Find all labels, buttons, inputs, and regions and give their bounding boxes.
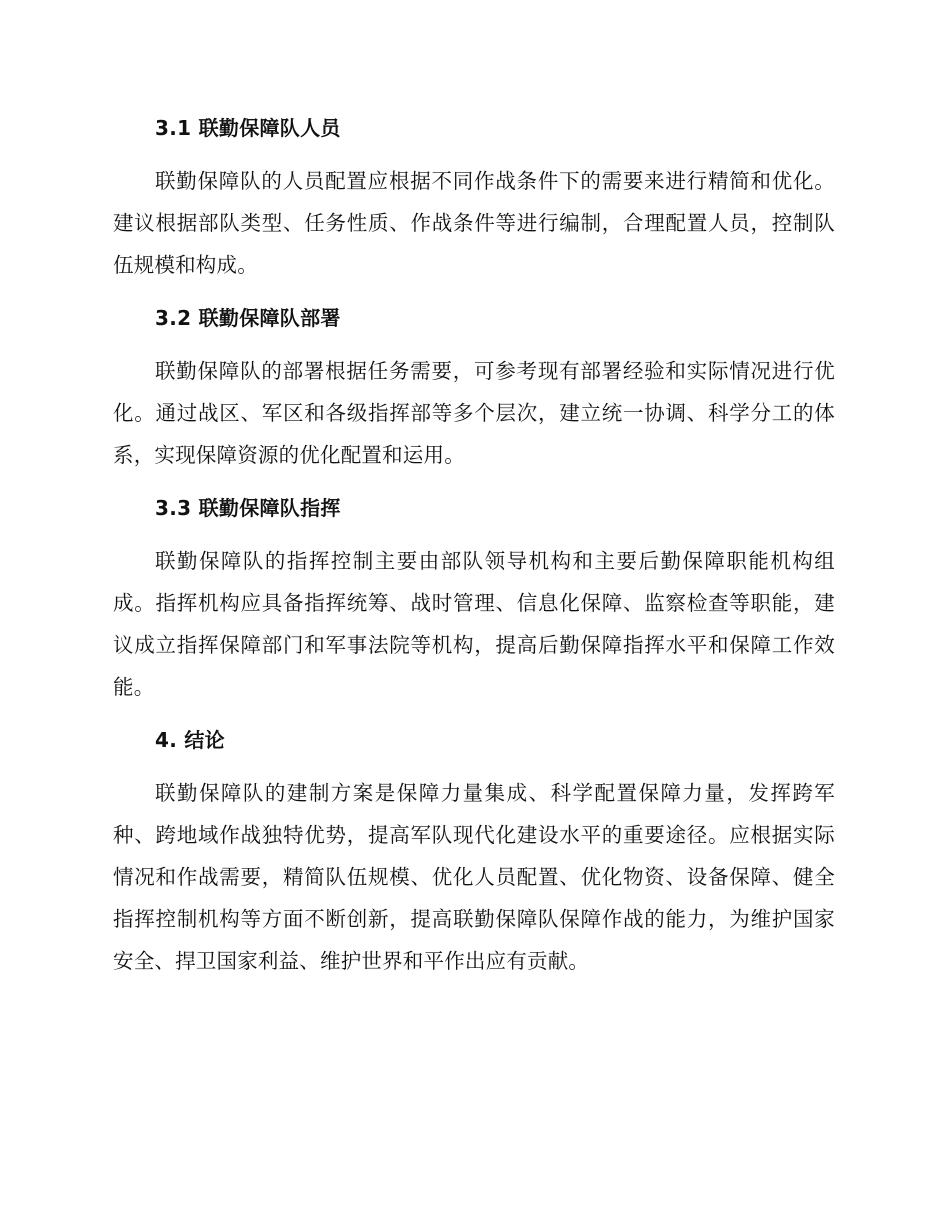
section-paragraph-3-2: 联勤保障队的部署根据任务需要，可参考现有部署经验和实际情况进行优化。通过战区、军区和各级指挥部等多个层次，建立统一协调、科学分工的体系，实现保障资源的优化配置和运用。 <box>113 359 835 467</box>
section-paragraph-3-3: 联勤保障队的指挥控制主要由部队领导机构和主要后勤保障职能机构组成。指挥机构应具备指挥统筹、战时管理、信息化保障、监察检查等职能，建议成立指挥保障部门和军事法院等机构，提高后勤保障指挥水平和保障工作效能。 <box>113 549 835 699</box>
section-heading-3-3: 3.3 联勤保障队指挥 <box>155 496 341 520</box>
section-heading-4: 4. 结论 <box>155 728 225 752</box>
section-paragraph-4: 联勤保障队的建制方案是保障力量集成、科学配置保障力量，发挥跨军种、跨地域作战独特优势，提高军队现代化建设水平的重要途径。应根据实际情况和作战需要，精简队伍规模、优化人员配置、优化物资、设备保障、健全指挥控制机构等方面不断创新，提高联勤保障队保障作战的能力，为维护国家安全、捍卫国家利益、维护世界和平作出应有贡献。 <box>113 781 835 973</box>
document-body <box>113 110 835 996</box>
section-heading-3-1: 3.1 联勤保障队人员 <box>155 116 341 140</box>
section-heading-3-2: 3.2 联勤保障队部署 <box>155 306 341 330</box>
section-paragraph-3-1: 联勤保障队的人员配置应根据不同作战条件下的需要来进行精简和优化。建议根据部队类型、任务性质、作战条件等进行编制，合理配置人员，控制队伍规模和构成。 <box>113 169 835 277</box>
